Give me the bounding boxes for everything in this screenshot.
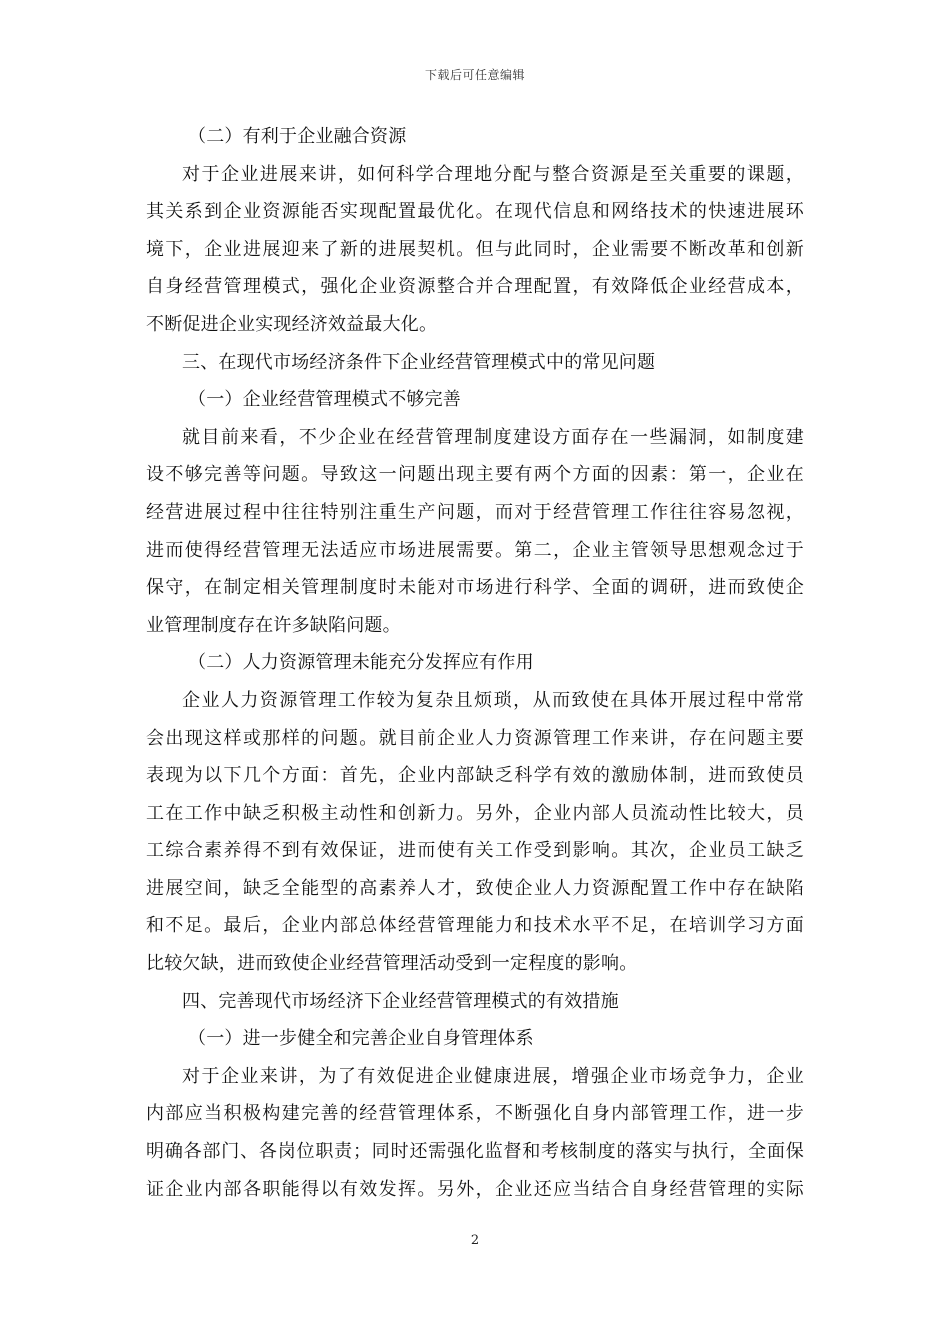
text-line: 保守，在制定相关管理制度时未能对市场进行科学、全面的调研，进而致使企 xyxy=(146,577,804,599)
text-line: 对于企业来讲，为了有效促进企业健康进展，增强企业市场竞争力，企业 xyxy=(182,1065,804,1087)
text-line: 境下，企业进展迎来了新的进展契机。但与此同时，企业需要不断改革和创新 xyxy=(146,238,804,260)
text-line: 设不够完善等问题。导致这一问题出现主要有两个方面的因素：第一，企业在 xyxy=(146,464,804,486)
text-line: 进而使得经营管理无法适应市场进展需要。第二，企业主管领导思想观念过于 xyxy=(146,539,804,561)
text-line: 就目前来看，不少企业在经营管理制度建设方面存在一些漏洞，如制度建 xyxy=(182,426,804,448)
text-line: 企业人力资源管理工作较为复杂且烦琐，从而致使在具体开展过程中常常 xyxy=(182,689,804,711)
text-line: 明确各部门、各岗位职责；同时还需强化监督和考核制度的落实与执行，全面保 xyxy=(146,1141,804,1163)
text-line: 对于企业进展来讲，如何科学合理地分配与整合资源是至关重要的课题， xyxy=(182,163,804,185)
text-line: 业管理制度存在许多缺陷问题。 xyxy=(146,614,401,636)
page-header-note: 下载后可任意编辑 xyxy=(424,68,525,82)
text-line: 和不足。最后，企业内部总体经营管理能力和技术水平不足，在培训学习方面 xyxy=(146,915,804,937)
text-line: 表现为以下几个方面：首先，企业内部缺乏科学有效的激励体制，进而致使员 xyxy=(146,765,804,787)
text-line: 工综合素养得不到有效保证，进而使有关工作受到影响。其次，企业员工缺乏 xyxy=(146,840,804,862)
text-line: （一）企业经营管理模式不够完善 xyxy=(188,389,461,411)
page-number: 2 xyxy=(470,1233,480,1248)
text-line: 三、在现代市场经济条件下企业经营管理模式中的常见问题 xyxy=(182,351,656,373)
text-line: 自身经营管理模式，强化企业资源整合并合理配置，有效降低企业经营成本， xyxy=(146,276,804,298)
document-body xyxy=(146,118,804,1208)
text-line: 不断促进企业实现经济效益最大化。 xyxy=(146,313,438,335)
text-line: （二）有利于企业融合资源 xyxy=(188,126,407,147)
text-line: （二）人力资源管理未能充分发挥应有作用 xyxy=(188,652,534,674)
text-line: 进展空间，缺乏全能型的高素养人才，致使企业人力资源配置工作中存在缺陷 xyxy=(146,877,804,899)
text-line: 四、完善现代市场经济下企业经营管理模式的有效措施 xyxy=(182,990,619,1012)
text-line: （一）进一步健全和完善企业自身管理体系 xyxy=(188,1028,534,1050)
text-line: 证企业内部各职能得以有效发挥。另外，企业还应当结合自身经营管理的实际 xyxy=(146,1178,804,1200)
text-line: 工在工作中缺乏积极主动性和创新力。另外，企业内部人员流动性比较大，员 xyxy=(146,802,804,824)
text-line: 比较欠缺，进而致使企业经营管理活动受到一定程度的影响。 xyxy=(146,953,638,975)
text-line: 会出现这样或那样的问题。就目前企业人力资源管理工作来讲，存在问题主要 xyxy=(146,727,804,749)
text-line: 内部应当积极构建完善的经营管理体系，不断强化自身内部管理工作，进一步 xyxy=(146,1103,804,1125)
text-line: 其关系到企业资源能否实现配置最优化。在现代信息和网络技术的快速进展环 xyxy=(146,201,804,223)
text-line: 经营进展过程中往往特别注重生产问题，而对于经营管理工作往往容易忽视， xyxy=(146,501,804,523)
